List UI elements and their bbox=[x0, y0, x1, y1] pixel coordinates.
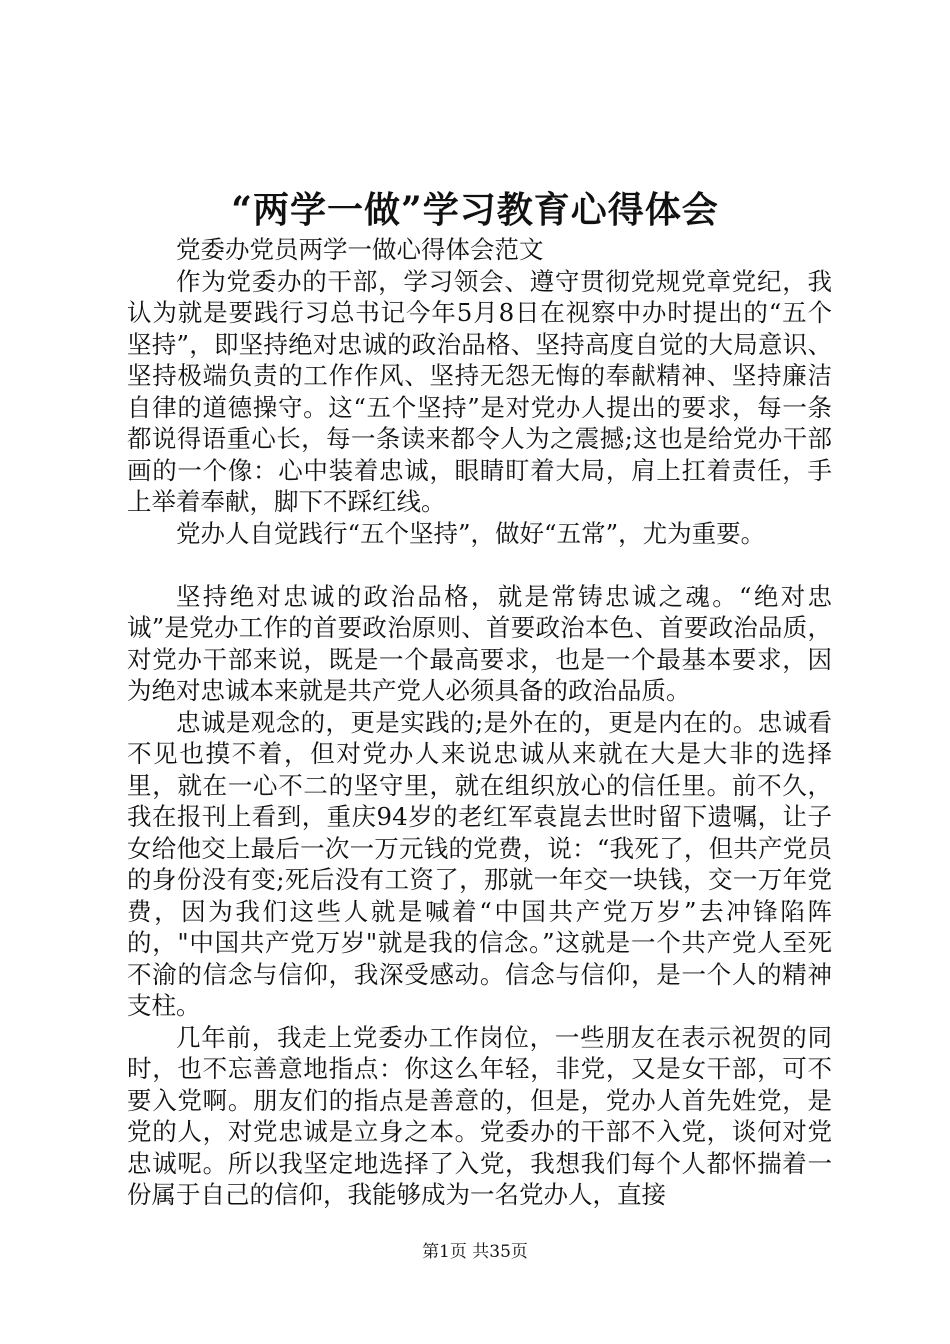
paragraph: 党办人自觉践行“五个坚持”，做好“五常”，尤为重要。 bbox=[176, 518, 766, 548]
paragraph-subtitle: 党委办党员两学一做心得体会范文 bbox=[176, 235, 544, 264]
paragraph: 坚持绝对忠诚的政治品格，就是常铸忠诚之魂。“绝对忠诚”是党办工作的首要政治原则、首要政治本色、首要政治品质，对党办干部来说，既是一个最高要求，也是一个最基本要求，因为绝对忠诚本来就是共产党人必须具备的政治品质。 bbox=[127, 581, 832, 705]
document-body bbox=[127, 234, 832, 1211]
paragraph: 忠诚是观念的，更是实践的;是外在的，更是内在的。忠诚看不见也摸不着，但对党办人来说忠诚从来就在大是大非的选择里，就在一心不二的坚守里，就在组织放心的信任里。前不久，我在报刊上看到，重庆94岁的老红军袁崑去世时留下遗嘱，让子女给他交上最后一次一万元钱的党费，说：“我死了，但共产党员的身份没有变;死后没有工资了，那就一年交一块钱，交一万年党费，因为我们这些人就是喊着“中国共产党万岁”去冲锋陷阵的，"中国共产党万岁"就是我的信念。”这就是一个共产党人至死不渝的信念与信仰，我深受感动。信念与信仰，是一个人的精神支柱。 bbox=[127, 707, 832, 1020]
paragraph: 几年前，我走上党委办工作岗位，一些朋友在表示祝贺的同时，也不忘善意地指点：你这么年轻，非党，又是女干部，可不要入党啊。朋友们的指点是善意的，但是，党办人首先姓党，是党的人，对党忠诚是立身之本。党委办的干部不入党，谈何对党忠诚呢。所以我坚定地选择了入党，我想我们每个人都怀揣着一份属于自己的信仰，我能够成为一名党办人，直接 bbox=[127, 1022, 832, 1209]
page-number-footer: 第1页 共35页 bbox=[422, 1242, 528, 1262]
paragraph: 作为党委办的干部，学习领会、遵守贯彻党规党章党纪，我认为就是要践行习总书记今年5月8日在视察中办时提出的“五个坚持”，即坚持绝对忠诚的政治品格、坚持高度自觉的大局意识、坚持极端负责的工作作风、坚持无怨无悔的奉献精神、坚持廉洁自律的道德操守。这“五个坚持”是对党办人提出的要求，每一条都说得语重心长，每一条读来都令人为之震撼;这也是给党办干部画的一个像：心中装着忠诚，眼睛盯着大局，肩上扛着责任，手上举着奉献，脚下不踩红线。 bbox=[127, 266, 832, 516]
document-title: “两学一做”学习教育心得体会 bbox=[231, 189, 719, 231]
